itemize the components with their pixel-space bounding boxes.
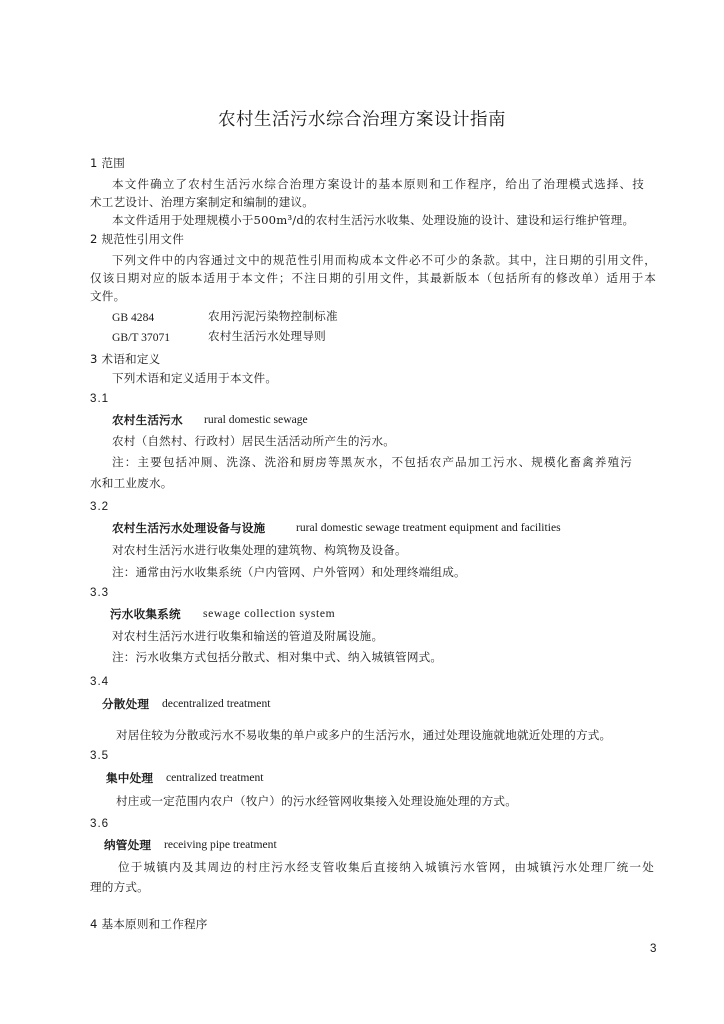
- term-chinese: 纳管处理: [104, 838, 152, 852]
- term-chinese: 分散处理: [102, 697, 150, 711]
- term-definition-line: 位于城镇内及其周边的村庄污水经支管收集后直接纳入城镇污水管网，由城镇污水处理厂统一处: [118, 860, 654, 874]
- section-2-heading: 2 规范性引用文件: [90, 232, 185, 246]
- term-note-line: 水和工业废水。: [90, 476, 173, 490]
- reference-title: 农村生活污水处理导则: [208, 329, 326, 343]
- section-4-heading: 4 基本原则和工作程序: [90, 917, 208, 931]
- section-2-paragraph-line: 文件。: [90, 289, 126, 303]
- term-english: decentralized treatment: [162, 697, 271, 710]
- term-chinese: 农村生活污水处理设备与设施: [112, 521, 266, 535]
- term-chinese: 污水收集系统: [110, 607, 181, 621]
- term-english: sewage collection system: [203, 607, 336, 620]
- term-english: centralized treatment: [166, 771, 264, 784]
- term-note-line: 注：污水收集方式包括分散式、相对集中式、纳入城镇管网式。: [112, 650, 443, 664]
- section-1-heading: 1 范围: [90, 156, 126, 170]
- section-1-paragraph-line: 术工艺设计、治理方案制定和编制的建议。: [90, 195, 315, 209]
- term-definition: 村庄或一定范围内农户（牧户）的污水经管网收集接入处理设施处理的方式。: [116, 794, 517, 808]
- term-chinese: 农村生活污水: [112, 413, 183, 427]
- term-definition: 农村（自然村、行政村）居民生活活动所产生的污水。: [112, 434, 396, 448]
- section-3-intro: 下列术语和定义适用于本文件。: [112, 371, 278, 385]
- term-note-line: 注：主要包括冲厕、洗涤、洗浴和厨房等黑灰水，不包括农产品加工污水、规模化畜禽养殖污: [112, 455, 632, 469]
- term-definition-line: 理的方式。: [90, 880, 149, 894]
- term-number: 3.2: [90, 500, 110, 513]
- reference-code: GB/T 37071: [112, 331, 171, 344]
- term-chinese: 集中处理: [106, 771, 154, 785]
- term-english: rural domestic sewage: [204, 413, 308, 426]
- term-english: rural domestic sewage treatment equipment and facilities: [296, 521, 561, 534]
- section-3-heading: 3 术语和定义: [90, 352, 161, 366]
- term-number: 3.4: [90, 675, 110, 688]
- term-number: 3.1: [90, 392, 110, 405]
- term-number: 3.5: [90, 749, 110, 762]
- term-definition: 对农村生活污水进行收集处理的建筑物、构筑物及设备。: [112, 543, 407, 557]
- term-definition: 对农村生活污水进行收集和输送的管道及附属设施。: [112, 629, 384, 643]
- reference-code: GB 4284: [112, 311, 155, 324]
- section-2-paragraph-line: 仅该日期对应的版本适用于本文件；不注日期的引用文件，其最新版本（包括所有的修改单）适用于本: [90, 271, 656, 285]
- term-note-line: 注：通常由污水收集系统（户内管网、户外管网）和处理终端组成。: [112, 565, 466, 579]
- section-2-paragraph-line: 下列文件中的内容通过文中的规范性引用而构成本文件必不可少的条款。其中，注日期的引用文件，: [112, 253, 656, 267]
- term-definition: 对居住较为分散或污水不易收集的单户或多户的生活污水，通过处理设施就地就近处理的方式。: [116, 728, 612, 742]
- term-number: 3.3: [90, 586, 110, 599]
- reference-title: 农用污泥污染物控制标准: [208, 309, 338, 323]
- term-number: 3.6: [90, 817, 110, 830]
- document-title: 农村生活污水综合治理方案设计指南: [218, 110, 506, 130]
- section-1-paragraph-line: 本文件确立了农村生活污水综合治理方案设计的基本原则和工作程序，给出了治理模式选择、技: [112, 177, 644, 191]
- page-number: 3: [650, 942, 657, 955]
- term-english: receiving pipe treatment: [164, 838, 277, 851]
- section-1-scope-paragraph: 本文件适用于处理规模小于500m³/d的农村生活污水收集、处理设施的设计、建设和运行维护管理。: [112, 213, 635, 227]
